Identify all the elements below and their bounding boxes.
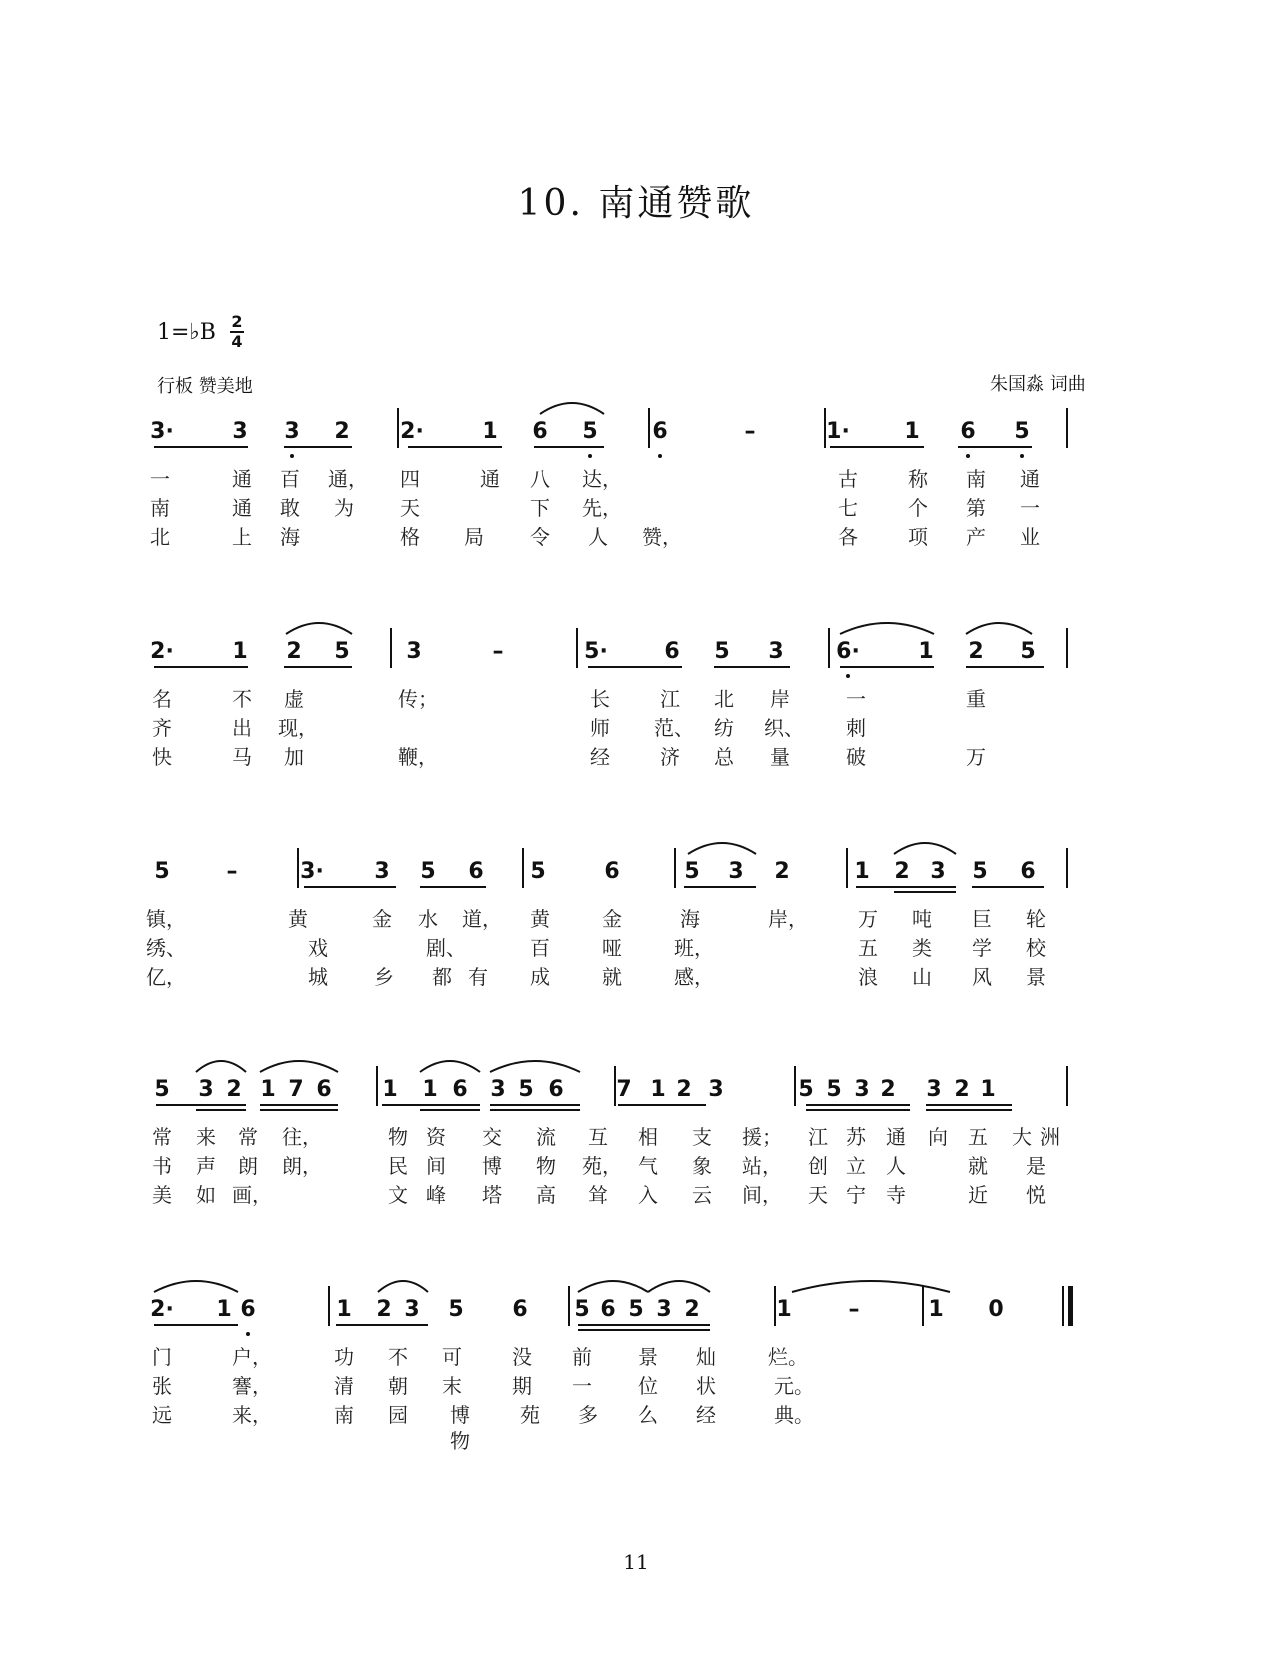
lyric-char: 景 — [1026, 965, 1046, 989]
key-signature: 1=♭B — [157, 320, 216, 345]
lyric-char: 总 — [714, 745, 734, 769]
slur — [286, 623, 352, 634]
lyric-char: 岸， — [768, 907, 808, 931]
lyric-char: 创 — [808, 1154, 828, 1178]
lyric-char: 南 — [150, 496, 170, 520]
lyric-char: 纺 — [714, 716, 734, 740]
lyric-char: 下 — [530, 496, 550, 520]
lyric-char: 多 — [578, 1403, 598, 1427]
note: 3 — [374, 859, 390, 884]
lyric-char: 江 — [660, 687, 680, 711]
note: 6· — [836, 639, 860, 664]
note: 3 — [768, 639, 784, 664]
lyric-char: 织、 — [764, 716, 804, 740]
lyric-char: 破 — [846, 745, 866, 769]
lyric-char: 百 — [530, 936, 550, 960]
lyric-char: 援； — [742, 1125, 782, 1149]
note: 5 — [420, 859, 436, 884]
lyric-char: 传； — [398, 687, 438, 711]
lyric-char: 立 — [846, 1154, 866, 1178]
lyric-char: 第 — [966, 496, 986, 520]
lyric-char: 耸 — [588, 1183, 608, 1207]
lyric-char: 峰 — [426, 1183, 446, 1207]
note: 6 — [960, 419, 976, 444]
note: 5 — [574, 1297, 590, 1322]
note: 3 — [656, 1297, 672, 1322]
note: 1 — [650, 1077, 666, 1102]
note: – — [744, 419, 756, 444]
note: 3 — [232, 419, 248, 444]
author-credit: 朱国淼 词曲 — [990, 374, 1086, 395]
lyric-char: 间， — [742, 1183, 782, 1207]
lyric-char: 向 — [928, 1125, 948, 1149]
slur — [578, 1281, 648, 1292]
note: 0 — [988, 1297, 1004, 1322]
lyric-char: 功 — [334, 1345, 354, 1369]
lyric-char: 不 — [232, 687, 252, 711]
lyric-char: 感， — [674, 965, 714, 989]
tempo-marking: 行板 赞美地 — [157, 376, 253, 397]
lyric-char: 謇， — [232, 1374, 272, 1398]
note: 6 — [604, 859, 620, 884]
lyric-char: 黄 — [288, 907, 308, 931]
lyric-char: 齐 — [152, 716, 172, 740]
note: 3 — [490, 1077, 506, 1102]
lyric-char: 称 — [908, 467, 928, 491]
lyric-char: 互 — [588, 1125, 608, 1149]
lyric-char: 没 — [512, 1345, 532, 1369]
lyric-char: 绣、 — [146, 936, 186, 960]
lyric-char: 业 — [1020, 525, 1040, 549]
lyric-char: 都 — [432, 965, 452, 989]
lyric-char: 元。 — [774, 1374, 814, 1398]
note: 1 — [382, 1077, 398, 1102]
lyric-char: 北 — [714, 687, 734, 711]
lyric-char: 美 — [152, 1183, 172, 1207]
note: 1· — [826, 419, 850, 444]
lyric-char: 范、 — [654, 716, 694, 740]
slur — [154, 1281, 238, 1292]
lyric-char: 么 — [638, 1403, 658, 1427]
lyric-char: 剧、 — [426, 936, 466, 960]
lyric-char: 海 — [280, 525, 300, 549]
lyric-char: 金 — [372, 907, 392, 931]
note: 2 — [286, 639, 302, 664]
lyric-char: 类 — [912, 936, 932, 960]
lyric-char: 五 — [968, 1125, 988, 1149]
note: 3 — [728, 859, 744, 884]
lyric-char: 亿， — [146, 965, 186, 989]
lyric-char: 重 — [966, 687, 986, 711]
slur — [196, 1061, 246, 1072]
note: 2· — [150, 1297, 174, 1322]
note: 2 — [954, 1077, 970, 1102]
note: 3 — [284, 419, 300, 444]
lyric-char: 百 — [280, 467, 300, 491]
note: 5 — [154, 859, 170, 884]
note: 2· — [150, 639, 174, 664]
lyric-char: 近 — [968, 1183, 988, 1207]
lyric-char: 济 — [660, 745, 680, 769]
lyric-char: 出 — [232, 716, 252, 740]
note: 6 — [316, 1077, 332, 1102]
note: 3 — [854, 1077, 870, 1102]
lyric-char: 师 — [590, 716, 610, 740]
lyric-char: 黄 — [530, 907, 550, 931]
note: 6 — [532, 419, 548, 444]
note: 3 — [406, 639, 422, 664]
lyric-char: 巨 — [972, 907, 992, 931]
lyric-char: 一 — [846, 687, 866, 711]
note: 1 — [918, 639, 934, 664]
lyric-char: 民 — [388, 1154, 408, 1178]
lyric-char: 园 — [388, 1403, 408, 1427]
note: 5 — [826, 1077, 842, 1102]
lyric-char: 通 — [886, 1125, 906, 1149]
lyric-char: 哑 — [602, 936, 622, 960]
lyric-char: 画， — [232, 1183, 272, 1207]
lyric-char: 南 — [334, 1403, 354, 1427]
note: 7 — [288, 1077, 304, 1102]
lyric-char: 现， — [278, 716, 318, 740]
lyric-char: 就 — [602, 965, 622, 989]
note: 1 — [482, 419, 498, 444]
lyric-char: 加 — [284, 745, 304, 769]
song-title: 10. 南通赞歌 — [517, 183, 755, 224]
lyric-char: 项 — [908, 525, 928, 549]
lyric-char: 塔 — [482, 1183, 502, 1207]
lyric-char: 马 — [232, 745, 252, 769]
note: 1 — [928, 1297, 944, 1322]
lyric-char: 就 — [968, 1154, 988, 1178]
note: 5 — [582, 419, 598, 444]
lyric-char: 声 — [196, 1154, 216, 1178]
note: – — [848, 1297, 860, 1322]
lyric-char: 悦 — [1026, 1183, 1046, 1207]
lyric-char: 交 — [482, 1125, 502, 1149]
lyric-char: 大 — [1012, 1125, 1032, 1149]
lyric-char: 苏 — [846, 1125, 866, 1149]
note: – — [226, 859, 238, 884]
lyric-char: 岸 — [770, 687, 790, 711]
lyric-char: 寺 — [886, 1183, 906, 1207]
lyric-char: 各 — [838, 525, 858, 549]
lyric-char: 有 — [468, 965, 488, 989]
lyric-char: 经 — [696, 1403, 716, 1427]
lyric-char: 海 — [680, 907, 700, 931]
lyric-char: 一 — [1020, 496, 1040, 520]
lyric-char: 间 — [426, 1154, 446, 1178]
lyric-char: 通 — [1020, 467, 1040, 491]
lyric-char: 七 — [838, 496, 858, 520]
note: 5 — [798, 1077, 814, 1102]
slur — [378, 1281, 428, 1292]
lyric-char: 物 — [536, 1154, 556, 1178]
slur — [966, 623, 1032, 634]
note: 5 — [1020, 639, 1036, 664]
lyric-char: 江 — [808, 1125, 828, 1149]
lyric-char: 吨 — [912, 907, 932, 931]
lyric-char: 相 — [638, 1125, 658, 1149]
note: 3 — [926, 1077, 942, 1102]
lyric-char: 天 — [808, 1183, 828, 1207]
note: 3· — [150, 419, 174, 444]
lyric-char: 校 — [1026, 936, 1046, 960]
lyric-char: 来 — [196, 1125, 216, 1149]
note: 6 — [664, 639, 680, 664]
lyric-char: 北 — [150, 525, 170, 549]
lyric-char: 苑， — [582, 1154, 622, 1178]
note: 3 — [198, 1077, 214, 1102]
lyric-char: 赞， — [642, 525, 682, 549]
lyric-char: 城 — [308, 965, 328, 989]
lyric-char: 古 — [838, 467, 858, 491]
lyric-char: 轮 — [1026, 907, 1046, 931]
note: 6 — [600, 1297, 616, 1322]
lyric-char: 成 — [530, 965, 550, 989]
lyric-char: 通 — [480, 467, 500, 491]
lyric-char: 名 — [152, 687, 172, 711]
note: 2 — [226, 1077, 242, 1102]
note: 5 — [628, 1297, 644, 1322]
note: 5 — [684, 859, 700, 884]
lyric-char: 张 — [152, 1374, 172, 1398]
lyric-char: 通 — [232, 496, 252, 520]
lyric-char: 金 — [602, 907, 622, 931]
lyric-char: 班， — [674, 936, 714, 960]
time-signature-top: 2 — [231, 312, 243, 331]
lyric-char: 清 — [334, 1374, 354, 1398]
lyric-char: 支 — [692, 1125, 712, 1149]
note: 2 — [894, 859, 910, 884]
lyric-char: 个 — [908, 496, 928, 520]
note: 2 — [676, 1077, 692, 1102]
note: 5 — [530, 859, 546, 884]
lyric-char: 门 — [152, 1345, 172, 1369]
lyric-char: 风 — [972, 965, 992, 989]
note: 1 — [232, 639, 248, 664]
lyric-char: 末 — [442, 1374, 462, 1398]
note: 5 — [334, 639, 350, 664]
lyric-char: 不 — [388, 1345, 408, 1369]
lyric-char: 博物 — [450, 1403, 470, 1453]
note: 2· — [400, 419, 424, 444]
lyric-char: 敢 — [280, 496, 300, 520]
lyric-char: 状 — [696, 1374, 716, 1398]
lyric-char: 人 — [886, 1154, 906, 1178]
note: 6 — [548, 1077, 564, 1102]
lyric-char: 乡 — [374, 965, 394, 989]
lyric-char: 象 — [692, 1154, 712, 1178]
note: 2 — [684, 1297, 700, 1322]
lyric-char: 期 — [512, 1374, 532, 1398]
slur — [420, 1061, 480, 1072]
slur — [840, 623, 934, 634]
lyric-char: 上 — [232, 525, 252, 549]
lyric-char: 博 — [482, 1154, 502, 1178]
note: 5 — [1014, 419, 1030, 444]
lyric-char: 常 — [238, 1125, 258, 1149]
note: 1 — [336, 1297, 352, 1322]
lyric-char: 学 — [972, 936, 992, 960]
time-signature-bottom: 4 — [231, 332, 243, 351]
lyric-char: 户， — [232, 1345, 272, 1369]
lyric-char: 一 — [572, 1374, 592, 1398]
lyric-char: 景 — [638, 1345, 658, 1369]
note: 3· — [300, 859, 324, 884]
lyric-char: 书 — [152, 1154, 172, 1178]
note: – — [492, 639, 504, 664]
lyric-char: 通 — [232, 467, 252, 491]
lyric-char: 前 — [572, 1345, 592, 1369]
lyric-char: 典。 — [774, 1403, 814, 1427]
lyric-char: 苑 — [520, 1403, 540, 1427]
lyric-char: 烂。 — [768, 1345, 808, 1369]
lyric-char: 朗， — [282, 1154, 322, 1178]
lyric-char: 刺 — [846, 716, 866, 740]
lyric-char: 长 — [590, 687, 610, 711]
note: 3 — [404, 1297, 420, 1322]
lyric-char: 宁 — [846, 1183, 866, 1207]
lyric-char: 站， — [742, 1154, 782, 1178]
lyric-char: 往， — [282, 1125, 322, 1149]
lyric-char: 浪 — [858, 965, 878, 989]
note: 7 — [616, 1077, 632, 1102]
note: 2 — [334, 419, 350, 444]
lyric-char: 为 — [334, 496, 354, 520]
lyric-char: 资 — [426, 1125, 446, 1149]
slur — [490, 1061, 580, 1072]
lyric-char: 物 — [388, 1125, 408, 1149]
lyric-char: 鞭， — [398, 745, 438, 769]
lyric-char: 云 — [692, 1183, 712, 1207]
note: 6 — [240, 1297, 256, 1322]
lyric-char: 灿 — [696, 1345, 716, 1369]
note: 3 — [930, 859, 946, 884]
lyric-char: 人 — [588, 525, 608, 549]
lyric-char: 流 — [536, 1125, 556, 1149]
lyric-char: 通， — [328, 467, 368, 491]
lyric-char: 天 — [400, 496, 420, 520]
slur — [792, 1281, 950, 1292]
note: 1 — [904, 419, 920, 444]
note: 1 — [260, 1077, 276, 1102]
note: 2 — [968, 639, 984, 664]
note: 1 — [854, 859, 870, 884]
lyric-char: 产 — [966, 525, 986, 549]
slur — [260, 1061, 338, 1072]
lyric-char: 快 — [152, 745, 172, 769]
lyric-char: 五 — [858, 936, 878, 960]
lyric-char: 局 — [464, 525, 484, 549]
note: 6 — [452, 1077, 468, 1102]
lyric-char: 是 — [1026, 1154, 1046, 1178]
lyric-char: 一 — [150, 467, 170, 491]
note: 2 — [774, 859, 790, 884]
lyric-char: 远 — [152, 1403, 172, 1427]
lyric-char: 四 — [400, 467, 420, 491]
lyric-char: 量 — [770, 745, 790, 769]
lyric-char: 镇， — [146, 907, 186, 931]
lyric-char: 如 — [196, 1183, 216, 1207]
lyric-char: 气 — [638, 1154, 658, 1178]
slur — [648, 1281, 710, 1292]
note: 5 — [972, 859, 988, 884]
lyric-char: 万 — [966, 745, 986, 769]
slur — [540, 403, 604, 414]
lyric-char: 达， — [582, 467, 622, 491]
note: 1 — [216, 1297, 232, 1322]
lyric-char: 山 — [912, 965, 932, 989]
note: 5 — [518, 1077, 534, 1102]
lyric-char: 令 — [530, 525, 550, 549]
lyric-char: 朝 — [388, 1374, 408, 1398]
slur — [894, 843, 956, 854]
lyric-char: 戏 — [308, 936, 328, 960]
lyric-char: 常 — [152, 1125, 172, 1149]
lyric-char: 格 — [400, 525, 420, 549]
note: 1 — [422, 1077, 438, 1102]
note: 6 — [512, 1297, 528, 1322]
lyric-char: 八 — [530, 467, 550, 491]
note: 2 — [376, 1297, 392, 1322]
lyric-char: 洲 — [1040, 1125, 1060, 1149]
lyric-char: 朗 — [238, 1154, 258, 1178]
lyric-char: 南 — [966, 467, 986, 491]
lyric-char: 水 — [418, 907, 438, 931]
note: 1 — [980, 1077, 996, 1102]
note: 6 — [468, 859, 484, 884]
lyric-char: 可 — [442, 1345, 462, 1369]
lyric-char: 位 — [638, 1374, 658, 1398]
note: 3 — [708, 1077, 724, 1102]
lyric-char: 来， — [232, 1403, 272, 1427]
lyric-char: 经 — [590, 745, 610, 769]
page-number: 11 — [623, 1550, 649, 1574]
slur — [688, 843, 756, 854]
note: 6 — [652, 419, 668, 444]
note: 5 — [154, 1077, 170, 1102]
lyric-char: 入 — [638, 1183, 658, 1207]
lyric-char: 高 — [536, 1183, 556, 1207]
note: 5 — [714, 639, 730, 664]
lyric-char: 道， — [462, 907, 502, 931]
note: 1 — [776, 1297, 792, 1322]
note: 5· — [584, 639, 608, 664]
note: 5 — [448, 1297, 464, 1322]
note: 2 — [880, 1077, 896, 1102]
lyric-char: 虚 — [284, 687, 304, 711]
lyric-char: 先， — [582, 496, 622, 520]
lyric-char: 文 — [388, 1183, 408, 1207]
lyric-char: 万 — [858, 907, 878, 931]
note: 6 — [1020, 859, 1036, 884]
